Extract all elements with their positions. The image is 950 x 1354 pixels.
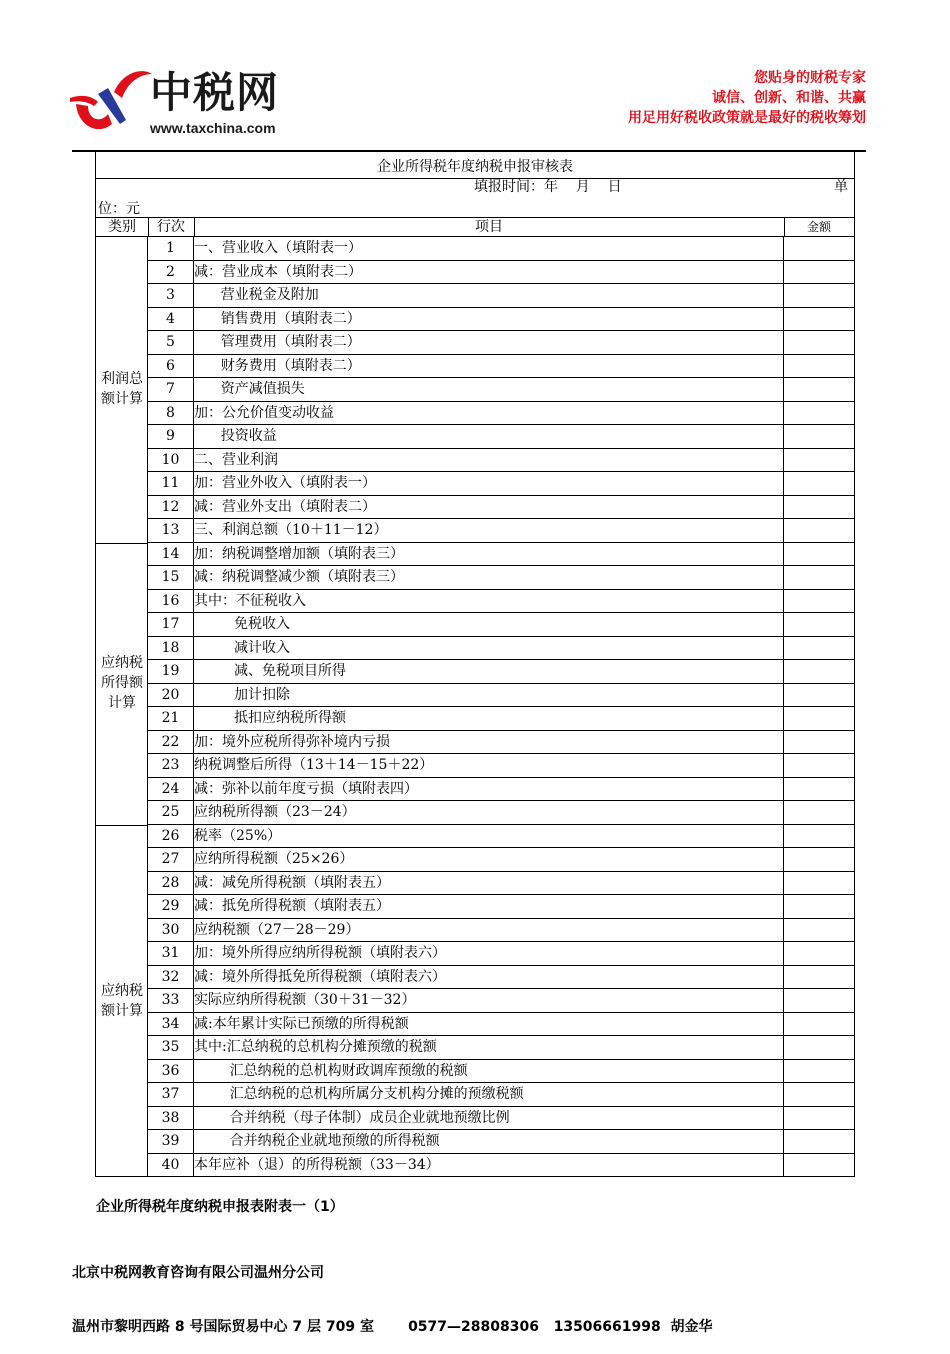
row-number: 32 bbox=[148, 966, 194, 989]
row-number: 39 bbox=[148, 1130, 194, 1153]
row-number: 6 bbox=[148, 355, 194, 378]
amount-cell[interactable] bbox=[784, 1130, 854, 1153]
table-row bbox=[148, 1083, 854, 1107]
table-row bbox=[148, 613, 854, 637]
category-label: 应纳税 bbox=[101, 655, 143, 671]
row-item: 汇总纳税的总机构所属分支机构分摊的预缴税额 bbox=[194, 1083, 784, 1106]
slogan-line: 用足用好税收政策就是最好的税收筹划 bbox=[628, 110, 866, 126]
amount-cell[interactable] bbox=[784, 754, 854, 777]
table-row bbox=[148, 402, 854, 426]
row-item: 合并纳税企业就地预缴的所得税额 bbox=[194, 1130, 784, 1153]
category-profit bbox=[96, 237, 148, 543]
row-number: 19 bbox=[148, 660, 194, 683]
amount-cell[interactable] bbox=[784, 590, 854, 613]
table-row bbox=[148, 848, 854, 872]
unit-label-part2: 位：元 bbox=[98, 201, 140, 217]
review-table-body bbox=[96, 237, 854, 1177]
row-item: 其中:汇总纳税的总机构分摊预缴的税额 bbox=[194, 1036, 784, 1059]
amount-cell[interactable] bbox=[784, 519, 854, 542]
amount-cell[interactable] bbox=[784, 1107, 854, 1130]
table-row bbox=[148, 1107, 854, 1131]
table-row bbox=[148, 872, 854, 896]
row-item: 加：营业外收入（填附表一） bbox=[194, 472, 784, 495]
row-number: 38 bbox=[148, 1107, 194, 1130]
table-row bbox=[148, 331, 854, 355]
row-item: 减计收入 bbox=[194, 637, 784, 660]
amount-cell[interactable] bbox=[784, 848, 854, 871]
row-number: 28 bbox=[148, 872, 194, 895]
amount-cell[interactable] bbox=[784, 331, 854, 354]
row-number: 34 bbox=[148, 1013, 194, 1036]
amount-cell[interactable] bbox=[784, 1083, 854, 1106]
row-item: 资产减值损失 bbox=[194, 378, 784, 401]
amount-cell[interactable] bbox=[784, 778, 854, 801]
amount-cell[interactable] bbox=[784, 1013, 854, 1036]
table-row bbox=[148, 989, 854, 1013]
amount-cell[interactable] bbox=[784, 284, 854, 307]
row-number: 18 bbox=[148, 637, 194, 660]
row-number: 35 bbox=[148, 1036, 194, 1059]
slogan-line: 诚信、创新、和谐、共赢 bbox=[712, 90, 866, 106]
row-number: 25 bbox=[148, 801, 194, 824]
amount-cell[interactable] bbox=[784, 801, 854, 824]
table-row bbox=[148, 778, 854, 802]
appendix-title: 企业所得税年度纳税申报表附表一（1） bbox=[96, 1199, 344, 1215]
row-item: 二、营业利润 bbox=[194, 449, 784, 472]
amount-cell[interactable] bbox=[784, 942, 854, 965]
row-item: 减:本年累计实际已预缴的所得税额 bbox=[194, 1013, 784, 1036]
table-row bbox=[148, 1060, 854, 1084]
column-header-category: 类别 bbox=[108, 219, 136, 235]
row-number: 22 bbox=[148, 731, 194, 754]
row-number: 10 bbox=[148, 449, 194, 472]
amount-cell[interactable] bbox=[784, 872, 854, 895]
row-number: 33 bbox=[148, 989, 194, 1012]
table-row bbox=[148, 566, 854, 590]
footer-address: 温州市黎明西路 8 号国际贸易中心 7 层 709 室 0577—28808306 13506661998 胡金华 bbox=[72, 1319, 713, 1335]
row-item: 应纳税额（27－28－29） bbox=[194, 919, 784, 942]
amount-cell[interactable] bbox=[784, 237, 854, 260]
row-item: 应纳所得税额（25×26） bbox=[194, 848, 784, 871]
table-row bbox=[148, 284, 854, 308]
row-number: 11 bbox=[148, 472, 194, 495]
row-item: 营业税金及附加 bbox=[194, 284, 784, 307]
fill-time: 填报时间：年 月 日 bbox=[474, 179, 622, 195]
table-row bbox=[148, 355, 854, 379]
row-number: 26 bbox=[148, 825, 194, 848]
table-row bbox=[148, 1130, 854, 1154]
logo-wordmark: 中税网 bbox=[150, 68, 280, 117]
table-row bbox=[148, 519, 854, 543]
table-row bbox=[148, 684, 854, 708]
table-row bbox=[148, 590, 854, 614]
amount-cell[interactable] bbox=[784, 566, 854, 589]
table-row bbox=[148, 543, 854, 567]
amount-cell[interactable] bbox=[784, 355, 854, 378]
amount-cell[interactable] bbox=[784, 731, 854, 754]
row-number: 2 bbox=[148, 261, 194, 284]
table-row bbox=[148, 707, 854, 731]
row-number: 30 bbox=[148, 919, 194, 942]
amount-cell[interactable] bbox=[784, 989, 854, 1012]
row-number: 31 bbox=[148, 942, 194, 965]
row-item: 减：营业成本（填附表二） bbox=[194, 261, 784, 284]
table-row bbox=[148, 425, 854, 449]
row-number: 7 bbox=[148, 378, 194, 401]
row-item: 免税收入 bbox=[194, 613, 784, 636]
row-item: 实际应纳所得税额（30＋31－32） bbox=[194, 989, 784, 1012]
amount-cell[interactable] bbox=[784, 402, 854, 425]
table-row bbox=[148, 825, 854, 849]
row-number: 3 bbox=[148, 284, 194, 307]
footer bbox=[72, 1228, 713, 1354]
amount-cell[interactable] bbox=[784, 308, 854, 331]
row-number: 1 bbox=[148, 237, 194, 260]
table-row bbox=[148, 754, 854, 778]
row-item: 加：公允价值变动收益 bbox=[194, 402, 784, 425]
table-row bbox=[148, 237, 854, 261]
row-item: 减：境外所得抵免所得税额（填附表六） bbox=[194, 966, 784, 989]
table-row bbox=[148, 496, 854, 520]
row-number: 27 bbox=[148, 848, 194, 871]
header-slogans bbox=[628, 68, 866, 128]
amount-cell[interactable] bbox=[784, 660, 854, 683]
slogan-line: 您贴身的财税专家 bbox=[754, 70, 866, 86]
row-item: 加：境外所得应纳所得税额（填附表六） bbox=[194, 942, 784, 965]
table-row bbox=[148, 895, 854, 919]
row-number: 16 bbox=[148, 590, 194, 613]
amount-cell[interactable] bbox=[784, 966, 854, 989]
row-item: 应纳税所得额（23－24） bbox=[194, 801, 784, 824]
row-number: 14 bbox=[148, 543, 194, 566]
amount-cell[interactable] bbox=[784, 637, 854, 660]
row-item: 一、营业收入（填附表一） bbox=[194, 237, 784, 260]
amount-cell[interactable] bbox=[784, 613, 854, 636]
amount-cell[interactable] bbox=[784, 543, 854, 566]
logo-url: www.taxchina.com bbox=[150, 120, 276, 136]
row-item: 减：抵免所得税额（填附表五） bbox=[194, 895, 784, 918]
amount-cell[interactable] bbox=[784, 1154, 854, 1178]
category-label: 应纳税 bbox=[101, 983, 143, 999]
row-number: 17 bbox=[148, 613, 194, 636]
column-header-amount: 金额 bbox=[806, 220, 831, 234]
category-label: 所得额 bbox=[101, 675, 143, 691]
row-item: 减：纳税调整减少额（填附表三） bbox=[194, 566, 784, 589]
row-number: 12 bbox=[148, 496, 194, 519]
row-item: 减：弥补以前年度亏损（填附表四） bbox=[194, 778, 784, 801]
row-number: 9 bbox=[148, 425, 194, 448]
unit-label-part1: 单 bbox=[834, 179, 848, 195]
row-item: 汇总纳税的总机构财政调库预缴的税额 bbox=[194, 1060, 784, 1083]
amount-cell[interactable] bbox=[784, 261, 854, 284]
row-item: 本年应补（退）的所得税额（33－34） bbox=[194, 1154, 784, 1178]
category-tax-payable bbox=[96, 825, 148, 1177]
row-number: 15 bbox=[148, 566, 194, 589]
amount-cell[interactable] bbox=[784, 449, 854, 472]
table-row bbox=[148, 472, 854, 496]
amount-cell[interactable] bbox=[784, 1036, 854, 1059]
table-row bbox=[148, 1036, 854, 1060]
row-number: 13 bbox=[148, 519, 194, 542]
row-number: 20 bbox=[148, 684, 194, 707]
table-row bbox=[148, 637, 854, 661]
row-item: 财务费用（填附表二） bbox=[194, 355, 784, 378]
amount-cell[interactable] bbox=[784, 472, 854, 495]
row-number: 4 bbox=[148, 308, 194, 331]
row-item: 投资收益 bbox=[194, 425, 784, 448]
table-row bbox=[148, 1013, 854, 1037]
amount-cell[interactable] bbox=[784, 707, 854, 730]
amount-cell[interactable] bbox=[784, 684, 854, 707]
category-label: 额计算 bbox=[101, 1003, 143, 1019]
footer-company: 北京中税网教育咨询有限公司温州分公司 bbox=[72, 1265, 324, 1281]
category-label: 利润总 bbox=[101, 371, 143, 387]
category-taxable-income bbox=[96, 543, 148, 825]
row-number: 8 bbox=[148, 402, 194, 425]
row-item: 加：境外应税所得弥补境内亏损 bbox=[194, 731, 784, 754]
amount-cell[interactable] bbox=[784, 378, 854, 401]
amount-cell[interactable] bbox=[784, 919, 854, 942]
row-item: 抵扣应纳税所得额 bbox=[194, 707, 784, 730]
row-item: 销售费用（填附表二） bbox=[194, 308, 784, 331]
row-number: 37 bbox=[148, 1083, 194, 1106]
amount-cell[interactable] bbox=[784, 425, 854, 448]
column-header-item: 项目 bbox=[475, 219, 503, 235]
row-item: 加：纳税调整增加额（填附表三） bbox=[194, 543, 784, 566]
table-row bbox=[148, 942, 854, 966]
table-row bbox=[148, 660, 854, 684]
row-item: 三、利润总额（10＋11－12） bbox=[194, 519, 784, 542]
row-item: 税率（25%） bbox=[194, 825, 784, 848]
category-label: 计算 bbox=[108, 695, 136, 711]
table-row bbox=[148, 308, 854, 332]
table-row bbox=[148, 919, 854, 943]
table-row bbox=[148, 966, 854, 990]
row-item: 减、免税项目所得 bbox=[194, 660, 784, 683]
row-item: 纳税调整后所得（13＋14－15＋22） bbox=[194, 754, 784, 777]
amount-cell[interactable] bbox=[784, 825, 854, 848]
row-number: 29 bbox=[148, 895, 194, 918]
row-number: 21 bbox=[148, 707, 194, 730]
amount-cell[interactable] bbox=[784, 496, 854, 519]
row-item: 管理费用（填附表二） bbox=[194, 331, 784, 354]
table-row bbox=[148, 1154, 854, 1178]
row-item: 减：营业外支出（填附表二） bbox=[194, 496, 784, 519]
row-item: 合并纳税（母子体制）成员企业就地预缴比例 bbox=[194, 1107, 784, 1130]
row-item: 加计扣除 bbox=[194, 684, 784, 707]
row-number: 36 bbox=[148, 1060, 194, 1083]
table-row bbox=[148, 378, 854, 402]
table-row bbox=[148, 261, 854, 285]
column-header-row-no: 行次 bbox=[157, 219, 185, 235]
table-row bbox=[148, 449, 854, 473]
amount-cell[interactable] bbox=[784, 1060, 854, 1083]
row-item: 其中：不征税收入 bbox=[194, 590, 784, 613]
row-number: 24 bbox=[148, 778, 194, 801]
table-row bbox=[148, 731, 854, 755]
amount-cell[interactable] bbox=[784, 895, 854, 918]
category-label: 额计算 bbox=[101, 391, 143, 407]
row-number: 40 bbox=[148, 1154, 194, 1178]
row-number: 5 bbox=[148, 331, 194, 354]
table-title: 企业所得税年度纳税申报审核表 bbox=[377, 159, 573, 175]
row-item: 减：减免所得税额（填附表五） bbox=[194, 872, 784, 895]
table-row bbox=[148, 801, 854, 825]
row-number: 23 bbox=[148, 754, 194, 777]
